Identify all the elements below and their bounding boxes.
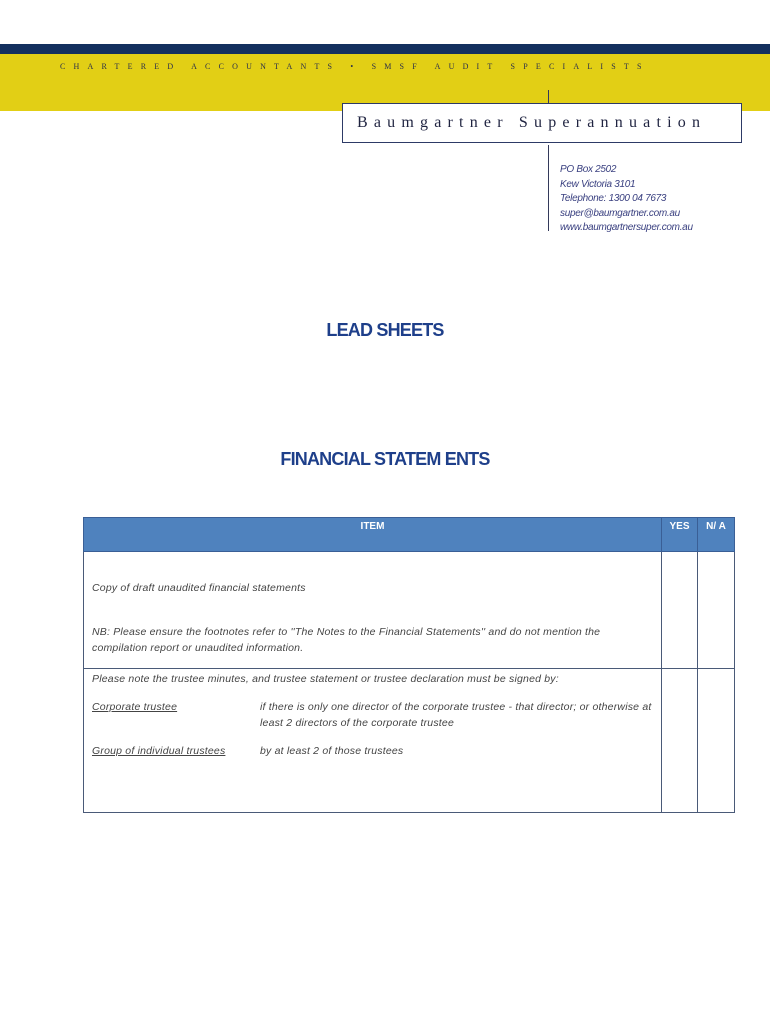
corporate-trustee-description: if there is only one director of the corporate trustee - that director; or otherwise at least 2 directors of the corporate trustee <box>260 701 652 729</box>
column-header-yes: YES <box>662 518 698 552</box>
connector-line-bottom <box>548 145 549 231</box>
table-row <box>84 669 735 813</box>
contact-website[interactable]: www.baumgartnersuper.com.au <box>560 222 693 233</box>
contact-email[interactable]: super@baumgartner.com.au <box>560 207 680 219</box>
yes-checkbox-cell[interactable] <box>662 669 698 813</box>
brand-name: Baumgartner Superannuation <box>357 114 707 131</box>
item-cell <box>84 669 662 813</box>
header-navy-bar <box>0 44 770 54</box>
contact-telephone: Telephone: 1300 04 7673 <box>560 193 667 204</box>
column-header-item: ITEM <box>84 518 662 552</box>
na-checkbox-cell[interactable] <box>698 669 735 813</box>
item-draft-statements: Copy of draft unaudited financial statements <box>92 582 306 594</box>
column-header-na: N/ A <box>698 518 735 552</box>
corporate-trustee-entry <box>92 699 653 731</box>
group-trustees-entry <box>92 743 653 759</box>
item-footnote-note: NB: Please ensure the footnotes refer to ''The Notes to the Financial Statements'' and do not mention the compilation report or unaudited information. <box>92 626 601 654</box>
firm-tagline: CHARTERED ACCOUNTANTS • SMSF AUDIT SPECIALISTS <box>60 62 650 71</box>
table-header-row <box>84 518 735 552</box>
contact-po-box: PO Box 2502 <box>560 164 617 175</box>
table-row <box>84 552 735 669</box>
signing-requirement-intro: Please note the trustee minutes, and trustee statement or trustee declaration must be signed by: <box>92 673 559 685</box>
group-trustees-term: Group of individual trustees <box>92 745 226 757</box>
lead-sheet-table <box>83 517 735 813</box>
yes-checkbox-cell[interactable] <box>662 552 698 669</box>
contact-address: Kew Victoria 3101 <box>560 178 636 190</box>
connector-line-top <box>548 90 549 104</box>
section-title: FINANCIAL STATEM ENTS <box>280 449 490 469</box>
corporate-trustee-term: Corporate trustee <box>92 701 178 713</box>
brand-logo-box <box>342 103 742 143</box>
contact-block <box>560 163 693 236</box>
item-cell <box>84 552 662 669</box>
page-title: LEAD SHEETS <box>326 320 444 340</box>
group-trustees-description: by at least 2 of those trustees <box>260 745 404 757</box>
na-checkbox-cell[interactable] <box>698 552 735 669</box>
